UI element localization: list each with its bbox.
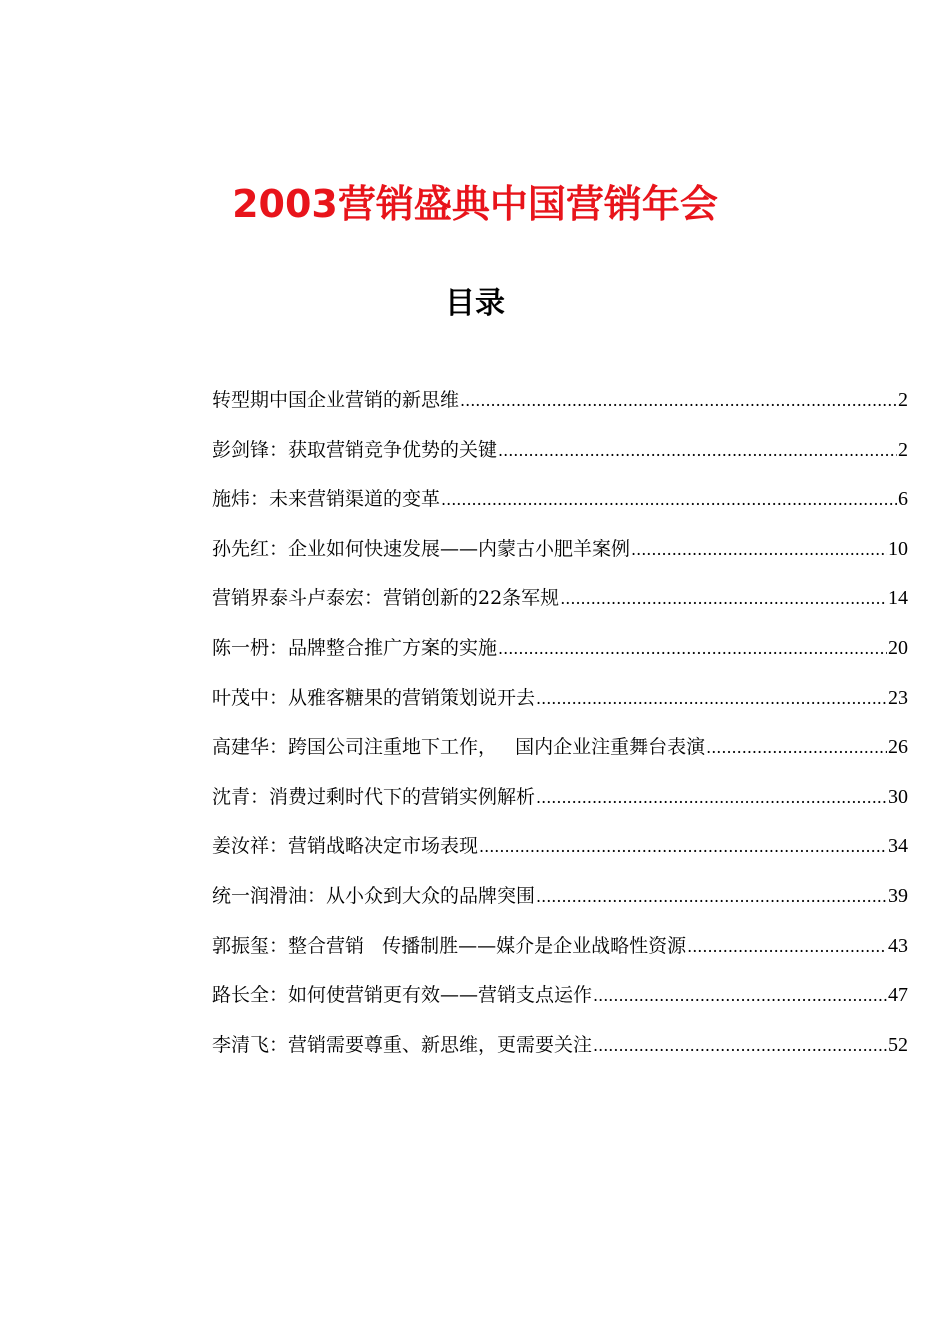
- toc-entry-title: 郭振玺：整合营销 传播制胜——媒介是企业战略性资源: [212, 934, 687, 957]
- toc-entry-title: 沈青：消费过剩时代下的营销实例解析: [212, 785, 536, 808]
- toc-entry[interactable]: [212, 878, 908, 928]
- toc-entry-title: 转型期中国企业营销的新思维: [212, 389, 460, 411]
- toc-leader-dots: [498, 631, 887, 667]
- toc-entry[interactable]: [212, 977, 908, 1027]
- toc-page-number: 30: [888, 785, 908, 808]
- toc-leader-dots: [441, 482, 897, 518]
- toc-page-number: 20: [888, 636, 908, 659]
- toc-entry-title: 李清飞：营销需要尊重、新思维，更需要关注: [212, 1033, 593, 1056]
- toc-entry-title: 统一润滑油：从小众到大众的品牌突围: [212, 884, 536, 907]
- toc-leader-dots: [536, 780, 887, 816]
- toc-entry-title: 路长全：如何使营销更有效——营销支点运作: [212, 984, 593, 1007]
- toc-entry[interactable]: [212, 828, 908, 878]
- toc-leader-dots: [706, 730, 887, 766]
- toc-entry-title: 孙先红：企业如何快速发展——内蒙古小肥羊案例: [212, 537, 631, 560]
- toc-entry[interactable]: [212, 382, 908, 432]
- toc-page-number: 52: [888, 1033, 908, 1056]
- toc-page-number: 23: [888, 686, 908, 709]
- toc-page-number: 6: [898, 488, 908, 511]
- toc-page-number: 43: [888, 934, 908, 957]
- toc-page-number: 39: [888, 884, 908, 907]
- toc-leader-dots: [593, 1028, 887, 1064]
- toc-page-number: 34: [888, 835, 908, 858]
- toc-entry[interactable]: [212, 531, 908, 581]
- toc-leader-dots: [460, 383, 897, 419]
- toc-page-number: 2: [898, 438, 908, 461]
- toc-entry-title: 彭剑锋：获取营销竞争优势的关键: [212, 438, 498, 461]
- toc-leader-dots: [593, 978, 887, 1014]
- toc-entry-title: 陈一枬：品牌整合推广方案的实施: [212, 636, 498, 659]
- toc-entry-title: 姜汝祥：营销战略决定市场表现: [212, 835, 479, 858]
- toc-leader-dots: [631, 532, 887, 568]
- toc-entry[interactable]: [212, 630, 908, 680]
- toc-entry-title: 叶茂中：从雅客糖果的营销策划说开去: [212, 686, 536, 709]
- toc-leader-dots: [498, 433, 897, 469]
- table-of-contents: [212, 382, 908, 1076]
- toc-page-number: 47: [888, 984, 908, 1007]
- toc-entry[interactable]: [212, 729, 908, 779]
- toc-leader-dots: [479, 829, 887, 865]
- document-title: 2003营销盛典中国营销年会: [232, 182, 718, 226]
- toc-leader-dots: [536, 681, 887, 717]
- toc-entry[interactable]: [212, 928, 908, 978]
- toc-page-number: 14: [888, 587, 908, 610]
- toc-heading: 目录: [445, 286, 505, 321]
- toc-entry[interactable]: [212, 1027, 908, 1077]
- toc-entry-title: 施炜：未来营销渠道的变革: [212, 488, 441, 511]
- toc-entry[interactable]: [212, 779, 908, 829]
- toc-entry[interactable]: [212, 680, 908, 730]
- toc-entry-title: 高建华：跨国公司注重地下工作， 国内企业注重舞台表演: [212, 736, 706, 759]
- toc-entry[interactable]: [212, 432, 908, 482]
- toc-page-number: 10: [888, 537, 908, 560]
- toc-entry[interactable]: [212, 580, 908, 630]
- toc-page-number: 26: [888, 736, 908, 759]
- toc-leader-dots: [687, 929, 887, 965]
- toc-entry-title: 营销界泰斗卢泰宏：营销创新的22条军规: [212, 587, 560, 610]
- toc-page-number: 2: [898, 389, 908, 411]
- toc-leader-dots: [536, 879, 887, 915]
- toc-leader-dots: [560, 581, 887, 617]
- toc-entry[interactable]: [212, 481, 908, 531]
